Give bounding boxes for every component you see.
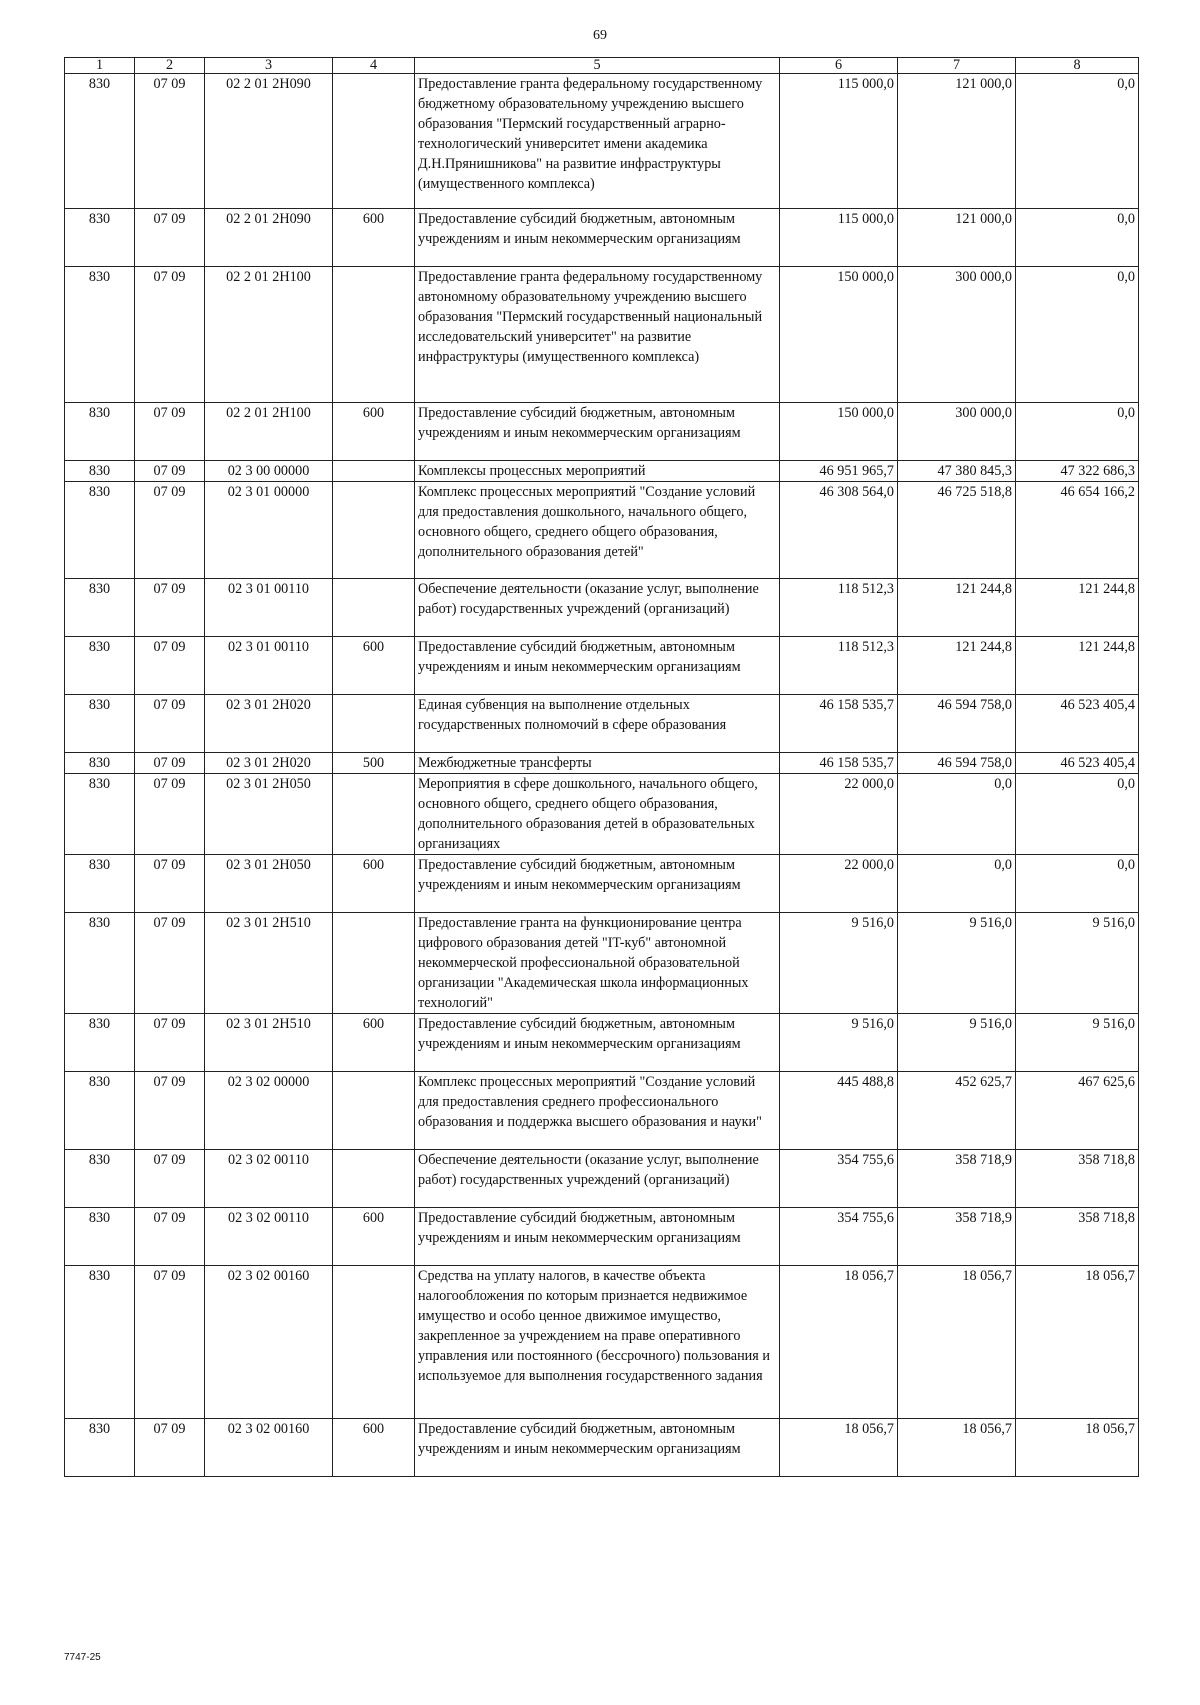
amount-year-2-cell: 358 718,9	[898, 1150, 1016, 1208]
amount-year-1-cell: 115 000,0	[780, 74, 898, 209]
amount-year-3-cell: 46 523 405,4	[1016, 695, 1139, 753]
table-row	[65, 74, 1139, 209]
expense-type-cell: 600	[333, 1014, 415, 1072]
expense-type-cell	[333, 774, 415, 855]
amount-year-3-cell: 0,0	[1016, 855, 1139, 913]
description-cell: Предоставление гранта федеральному государственному бюджетному образовательному учреждению высшего образования "Пермский государственный аграрно-технологический университет имени академика Д.Н.Прянишникова" на развитие инфраструктуры (имущественного комплекса)	[415, 74, 780, 209]
expense-type-cell	[333, 913, 415, 1014]
section-code-cell: 07 09	[135, 461, 205, 482]
amount-year-3-cell: 18 056,7	[1016, 1266, 1139, 1419]
section-code-cell: 07 09	[135, 695, 205, 753]
table-row	[65, 695, 1139, 753]
amount-year-2-cell: 47 380 845,3	[898, 461, 1016, 482]
target-article-cell: 02 3 02 00000	[205, 1072, 333, 1150]
section-code-cell: 07 09	[135, 774, 205, 855]
amount-year-3-cell: 47 322 686,3	[1016, 461, 1139, 482]
table-body	[65, 74, 1139, 1477]
column-header: 6	[780, 58, 898, 74]
amount-year-2-cell: 0,0	[898, 855, 1016, 913]
section-code-cell: 07 09	[135, 1072, 205, 1150]
target-article-cell: 02 3 01 2Н020	[205, 695, 333, 753]
table-header-row	[65, 58, 1139, 74]
expense-type-cell: 600	[333, 637, 415, 695]
amount-year-1-cell: 115 000,0	[780, 209, 898, 267]
amount-year-2-cell: 121 244,8	[898, 637, 1016, 695]
description-cell: Комплекс процессных мероприятий "Создание условий для предоставления среднего профессионального образования и поддержка высшего образования и науки"	[415, 1072, 780, 1150]
expense-type-cell: 600	[333, 403, 415, 461]
amount-year-1-cell: 9 516,0	[780, 1014, 898, 1072]
target-article-cell: 02 3 01 00000	[205, 482, 333, 579]
expense-type-cell	[333, 579, 415, 637]
expense-type-cell	[333, 74, 415, 209]
table-row	[65, 637, 1139, 695]
ministry-code-cell: 830	[65, 267, 135, 403]
ministry-code-cell: 830	[65, 1208, 135, 1266]
target-article-cell: 02 3 01 00110	[205, 637, 333, 695]
target-article-cell: 02 2 01 2Н100	[205, 403, 333, 461]
amount-year-2-cell: 9 516,0	[898, 913, 1016, 1014]
expense-type-cell	[333, 1150, 415, 1208]
amount-year-3-cell: 0,0	[1016, 74, 1139, 209]
column-header: 2	[135, 58, 205, 74]
ministry-code-cell: 830	[65, 855, 135, 913]
amount-year-2-cell: 9 516,0	[898, 1014, 1016, 1072]
amount-year-3-cell: 46 654 166,2	[1016, 482, 1139, 579]
amount-year-1-cell: 354 755,6	[780, 1208, 898, 1266]
section-code-cell: 07 09	[135, 637, 205, 695]
description-cell: Предоставление субсидий бюджетным, автономным учреждениям и иным некоммерческим организациям	[415, 403, 780, 461]
target-article-cell: 02 3 01 2Н510	[205, 913, 333, 1014]
expense-type-cell	[333, 695, 415, 753]
section-code-cell: 07 09	[135, 1266, 205, 1419]
amount-year-3-cell: 9 516,0	[1016, 1014, 1139, 1072]
amount-year-1-cell: 22 000,0	[780, 855, 898, 913]
amount-year-1-cell: 46 951 965,7	[780, 461, 898, 482]
description-cell: Единая субвенция на выполнение отдельных государственных полномочий в сфере образования	[415, 695, 780, 753]
description-cell: Предоставление субсидий бюджетным, автономным учреждениям и иным некоммерческим организациям	[415, 209, 780, 267]
target-article-cell: 02 3 01 00110	[205, 579, 333, 637]
amount-year-1-cell: 150 000,0	[780, 403, 898, 461]
section-code-cell: 07 09	[135, 74, 205, 209]
table-row	[65, 1266, 1139, 1419]
ministry-code-cell: 830	[65, 1419, 135, 1477]
amount-year-3-cell: 358 718,8	[1016, 1150, 1139, 1208]
target-article-cell: 02 3 01 2Н050	[205, 855, 333, 913]
expense-type-cell: 500	[333, 753, 415, 774]
target-article-cell: 02 3 01 2Н050	[205, 774, 333, 855]
amount-year-1-cell: 46 158 535,7	[780, 753, 898, 774]
expense-type-cell	[333, 1266, 415, 1419]
amount-year-2-cell: 46 594 758,0	[898, 695, 1016, 753]
amount-year-2-cell: 358 718,9	[898, 1208, 1016, 1266]
amount-year-1-cell: 445 488,8	[780, 1072, 898, 1150]
description-cell: Мероприятия в сфере дошкольного, начального общего, основного общего, среднего общего образования, дополнительного образования детей в образовательных организациях	[415, 774, 780, 855]
amount-year-3-cell: 121 244,8	[1016, 579, 1139, 637]
table-row	[65, 209, 1139, 267]
amount-year-3-cell: 18 056,7	[1016, 1419, 1139, 1477]
description-cell: Предоставление субсидий бюджетным, автономным учреждениям и иным некоммерческим организациям	[415, 855, 780, 913]
description-cell: Предоставление субсидий бюджетным, автономным учреждениям и иным некоммерческим организациям	[415, 1014, 780, 1072]
table-row	[65, 579, 1139, 637]
ministry-code-cell: 830	[65, 1150, 135, 1208]
ministry-code-cell: 830	[65, 774, 135, 855]
table-row	[65, 482, 1139, 579]
table-row	[65, 855, 1139, 913]
table-row	[65, 1208, 1139, 1266]
amount-year-2-cell: 0,0	[898, 774, 1016, 855]
expense-type-cell	[333, 482, 415, 579]
budget-table	[64, 57, 1139, 1477]
amount-year-3-cell: 0,0	[1016, 403, 1139, 461]
table-row	[65, 1419, 1139, 1477]
amount-year-3-cell: 0,0	[1016, 774, 1139, 855]
table-row	[65, 1072, 1139, 1150]
amount-year-3-cell: 0,0	[1016, 209, 1139, 267]
expense-type-cell: 600	[333, 209, 415, 267]
target-article-cell: 02 3 02 00160	[205, 1419, 333, 1477]
description-cell: Предоставление субсидий бюджетным, автономным учреждениям и иным некоммерческим организациям	[415, 1419, 780, 1477]
section-code-cell: 07 09	[135, 1014, 205, 1072]
amount-year-2-cell: 18 056,7	[898, 1266, 1016, 1419]
target-article-cell: 02 2 01 2Н090	[205, 74, 333, 209]
column-header: 7	[898, 58, 1016, 74]
ministry-code-cell: 830	[65, 1014, 135, 1072]
target-article-cell: 02 3 02 00110	[205, 1150, 333, 1208]
amount-year-1-cell: 150 000,0	[780, 267, 898, 403]
amount-year-2-cell: 300 000,0	[898, 267, 1016, 403]
description-cell: Предоставление гранта федеральному государственному автономному образовательному учреждению высшего образования "Пермский государственный национальный исследовательский университет" на развитие инфраструктуры (имущественного комплекса)	[415, 267, 780, 403]
section-code-cell: 07 09	[135, 209, 205, 267]
column-header: 8	[1016, 58, 1139, 74]
expense-type-cell	[333, 1072, 415, 1150]
amount-year-3-cell: 0,0	[1016, 267, 1139, 403]
description-cell: Обеспечение деятельности (оказание услуг, выполнение работ) государственных учреждений (организаций)	[415, 579, 780, 637]
ministry-code-cell: 830	[65, 482, 135, 579]
page-number: 69	[593, 28, 607, 43]
target-article-cell: 02 2 01 2Н100	[205, 267, 333, 403]
section-code-cell: 07 09	[135, 579, 205, 637]
target-article-cell: 02 3 01 2Н020	[205, 753, 333, 774]
section-code-cell: 07 09	[135, 855, 205, 913]
amount-year-2-cell: 46 725 518,8	[898, 482, 1016, 579]
amount-year-1-cell: 354 755,6	[780, 1150, 898, 1208]
ministry-code-cell: 830	[65, 753, 135, 774]
description-cell: Предоставление субсидий бюджетным, автономным учреждениям и иным некоммерческим организациям	[415, 1208, 780, 1266]
table-row	[65, 267, 1139, 403]
column-header: 3	[205, 58, 333, 74]
amount-year-2-cell: 46 594 758,0	[898, 753, 1016, 774]
table-row	[65, 403, 1139, 461]
amount-year-1-cell: 22 000,0	[780, 774, 898, 855]
ministry-code-cell: 830	[65, 637, 135, 695]
amount-year-1-cell: 9 516,0	[780, 913, 898, 1014]
section-code-cell: 07 09	[135, 403, 205, 461]
amount-year-2-cell: 18 056,7	[898, 1419, 1016, 1477]
section-code-cell: 07 09	[135, 913, 205, 1014]
expense-type-cell	[333, 267, 415, 403]
section-code-cell: 07 09	[135, 482, 205, 579]
amount-year-1-cell: 118 512,3	[780, 579, 898, 637]
ministry-code-cell: 830	[65, 1072, 135, 1150]
amount-year-3-cell: 121 244,8	[1016, 637, 1139, 695]
amount-year-3-cell: 358 718,8	[1016, 1208, 1139, 1266]
amount-year-1-cell: 118 512,3	[780, 637, 898, 695]
amount-year-2-cell: 452 625,7	[898, 1072, 1016, 1150]
description-cell: Комплекс процессных мероприятий "Создание условий для предоставления дошкольного, начального общего, основного общего, среднего общего образования, дополнительного образования детей"	[415, 482, 780, 579]
section-code-cell: 07 09	[135, 1150, 205, 1208]
description-cell: Комплексы процессных мероприятий	[415, 461, 780, 482]
ministry-code-cell: 830	[65, 1266, 135, 1419]
ministry-code-cell: 830	[65, 695, 135, 753]
amount-year-2-cell: 121 000,0	[898, 74, 1016, 209]
target-article-cell: 02 3 01 2Н510	[205, 1014, 333, 1072]
table-row	[65, 1150, 1139, 1208]
description-cell: Средства на уплату налогов, в качестве объекта налогообложения по которым признается недвижимое имущество и особо ценное движимое имущество, закрепленное за учреждением на праве оперативного управления или постоянного (бессрочного) пользования и используемое для выполнения государственного задания	[415, 1266, 780, 1419]
section-code-cell: 07 09	[135, 267, 205, 403]
ministry-code-cell: 830	[65, 209, 135, 267]
amount-year-1-cell: 18 056,7	[780, 1266, 898, 1419]
expense-type-cell: 600	[333, 855, 415, 913]
table-row	[65, 774, 1139, 855]
description-cell: Обеспечение деятельности (оказание услуг, выполнение работ) государственных учреждений (организаций)	[415, 1150, 780, 1208]
description-cell: Предоставление гранта на функционирование центра цифрового образования детей "IT-куб" автономной некоммерческой профессиональной образовательной организации "Академическая школа информационных технологий"	[415, 913, 780, 1014]
target-article-cell: 02 3 00 00000	[205, 461, 333, 482]
section-code-cell: 07 09	[135, 1208, 205, 1266]
description-cell: Предоставление субсидий бюджетным, автономным учреждениям и иным некоммерческим организациям	[415, 637, 780, 695]
amount-year-3-cell: 46 523 405,4	[1016, 753, 1139, 774]
amount-year-2-cell: 121 244,8	[898, 579, 1016, 637]
description-cell: Межбюджетные трансферты	[415, 753, 780, 774]
document-code: 7747-25	[64, 1652, 101, 1663]
table-row	[65, 753, 1139, 774]
ministry-code-cell: 830	[65, 403, 135, 461]
amount-year-1-cell: 46 308 564,0	[780, 482, 898, 579]
table-row	[65, 1014, 1139, 1072]
amount-year-3-cell: 467 625,6	[1016, 1072, 1139, 1150]
ministry-code-cell: 830	[65, 461, 135, 482]
column-header: 4	[333, 58, 415, 74]
ministry-code-cell: 830	[65, 74, 135, 209]
column-header: 5	[415, 58, 780, 74]
expense-type-cell: 600	[333, 1208, 415, 1266]
target-article-cell: 02 3 02 00110	[205, 1208, 333, 1266]
target-article-cell: 02 2 01 2Н090	[205, 209, 333, 267]
table-row	[65, 461, 1139, 482]
amount-year-1-cell: 46 158 535,7	[780, 695, 898, 753]
table-row	[65, 913, 1139, 1014]
ministry-code-cell: 830	[65, 913, 135, 1014]
expense-type-cell: 600	[333, 1419, 415, 1477]
expense-type-cell	[333, 461, 415, 482]
target-article-cell: 02 3 02 00160	[205, 1266, 333, 1419]
amount-year-3-cell: 9 516,0	[1016, 913, 1139, 1014]
column-header: 1	[65, 58, 135, 74]
amount-year-2-cell: 121 000,0	[898, 209, 1016, 267]
section-code-cell: 07 09	[135, 1419, 205, 1477]
ministry-code-cell: 830	[65, 579, 135, 637]
amount-year-1-cell: 18 056,7	[780, 1419, 898, 1477]
amount-year-2-cell: 300 000,0	[898, 403, 1016, 461]
section-code-cell: 07 09	[135, 753, 205, 774]
